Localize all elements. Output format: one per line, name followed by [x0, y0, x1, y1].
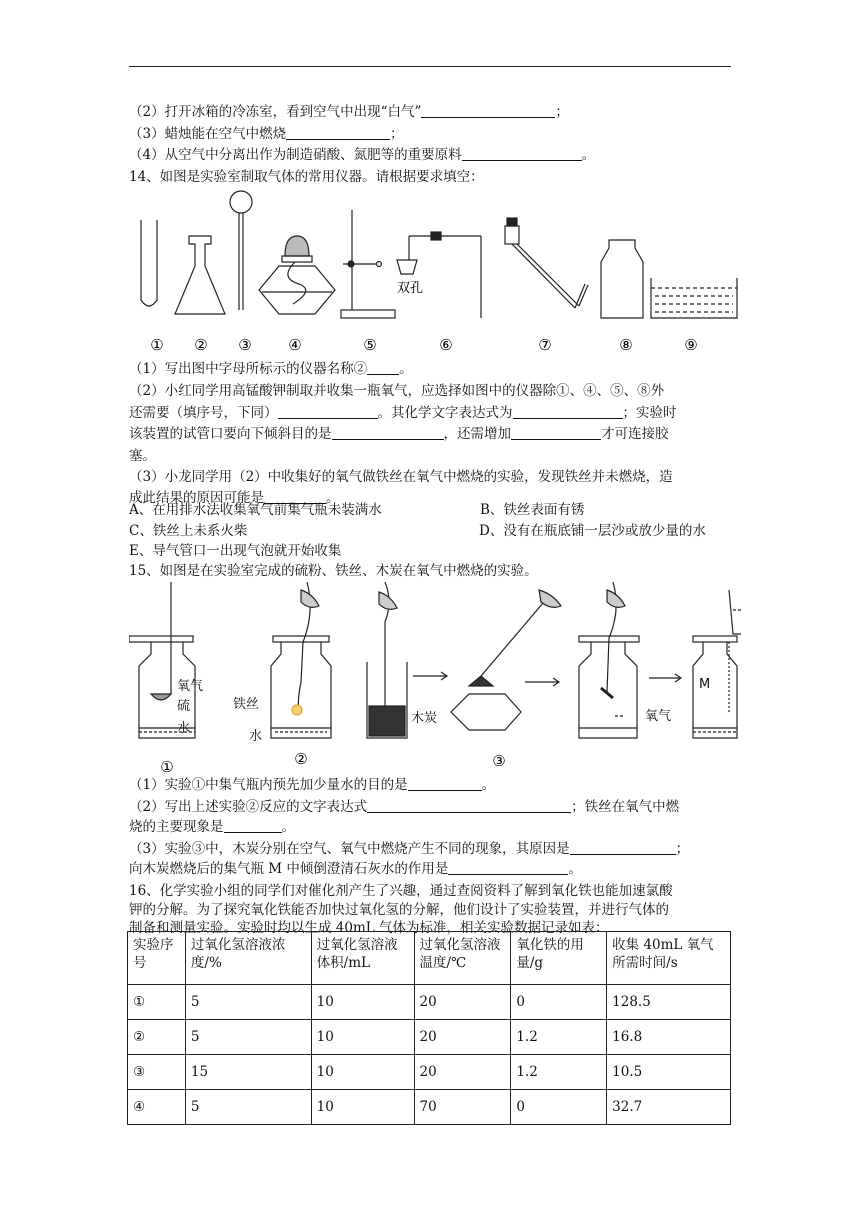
q14-part2-line1: （2）小红同学用高锰酸钾制取并收集一瓶氧气，应选择如图中的仪器除①、④、⑤、⑧外: [129, 383, 665, 399]
apparatus-label-5: ⑤: [363, 336, 377, 354]
answer-blank[interactable]: [278, 404, 378, 419]
table-row: [128, 1090, 731, 1125]
q16-line3: 制备和测量实验。实验时均以生成 40mL 气体为标准，相关实验数据记录如表：: [129, 920, 609, 936]
answer-blank[interactable]: [286, 125, 390, 140]
table-cell: ④: [128, 1090, 186, 1125]
header-cell: 收集 40mL 氧气所需时间/s: [607, 932, 731, 985]
beaker-icon: [729, 590, 741, 634]
q15-intro: 15、如图是在实验室完成的硫粉、铁丝、木炭在氧气中燃烧的实验。: [129, 563, 538, 579]
table-cell: 20: [414, 1020, 511, 1055]
q13-item-3: （3）蜡烛能在空气中燃烧 ；: [129, 126, 404, 142]
q15-part2-line1: （2）写出上述实验②反应的文字表达式 ；铁丝在氧气中燃: [129, 799, 680, 815]
experiment-label-3: ③: [492, 752, 506, 770]
bent-tube-icon: [505, 218, 588, 308]
option-a: A、在用排水法收集氧气前集气瓶未装满水: [129, 502, 382, 518]
apparatus-label-9: ⑨: [684, 336, 698, 354]
alcohol-lamp-icon: [259, 236, 335, 314]
q16-line1: 16、化学实验小组的同学们对催化剂产生了兴趣，通过查阅资料了解到氧化铁也能加速氯酸: [129, 883, 673, 899]
option-c: C、铁丝上未系火柴: [129, 523, 248, 539]
header-rule: [129, 66, 731, 67]
q14-part3-line1: （3）小龙同学用（2）中收集好的氧气做铁丝在氧气中燃烧的实验，发现铁丝并未燃烧，造: [129, 469, 673, 485]
q15-part3-line1: （3）实验③中，木炭分别在空气、氧气中燃烧产生不同的现象，其原因是 ；: [129, 841, 690, 857]
q14-part1: （1）写出图中字母所标示的仪器名称② 。: [129, 361, 413, 377]
table-cell: ②: [128, 1020, 186, 1055]
table-cell: 32.7: [607, 1090, 731, 1125]
apparatus-label-6: ⑥: [439, 336, 453, 354]
experiment-label-2: ②: [294, 750, 308, 768]
combustion-figure: [129, 582, 741, 774]
apparatus-label-4: ④: [288, 336, 302, 354]
experiment-table: [127, 931, 731, 1125]
option-e: E、导气管口一出现气泡就开始收集: [129, 543, 342, 559]
table-cell: 0: [511, 1090, 607, 1125]
table-cell: 128.5: [607, 985, 731, 1020]
apparatus-label-8: ⑧: [619, 336, 633, 354]
table-cell: 10: [311, 1055, 414, 1090]
table-header-row: [128, 932, 731, 985]
label-water-2: 水: [249, 729, 263, 744]
label-oxygen: 氧气: [177, 679, 204, 694]
answer-blank[interactable]: [421, 103, 555, 118]
answer-blank[interactable]: [367, 798, 571, 813]
header-cell: 氧化铁的用量/g: [511, 932, 607, 985]
q13-item-2: （2）打开冰箱的冷冻室，看到空气中出现“白气” ；: [129, 104, 569, 120]
label-m: M: [699, 677, 711, 692]
iron-stand-icon: [341, 210, 395, 318]
option-d: D、没有在瓶底铺一层沙或放少量的水: [479, 523, 706, 539]
table-cell: 5: [185, 1090, 311, 1125]
bottle-sulfur-icon: [129, 582, 195, 738]
water-trough-icon: [651, 278, 737, 318]
table-row: [128, 1020, 731, 1055]
bottle-iron-icon: [271, 582, 331, 738]
answer-blank[interactable]: [511, 425, 601, 440]
stopper-label: 双孔: [397, 281, 424, 296]
q14-part2-line3: 该装置的试管口要向下倾斜目的是 ，还需增加 才可连接胶: [129, 426, 669, 442]
table-row: [128, 985, 731, 1020]
label-charcoal: 木炭: [411, 711, 438, 726]
header-cell: 过氧化氢溶液浓度/%: [185, 932, 311, 985]
q14-part2-line4: 塞。: [129, 448, 156, 464]
table-cell: 0: [511, 985, 607, 1020]
table-cell: 20: [414, 985, 511, 1020]
answer-blank[interactable]: [367, 360, 399, 375]
apparatus-figure: [129, 188, 739, 360]
q14-intro: 14、如图是实验室制取气体的常用仪器。请根据要求填空：: [129, 169, 484, 185]
test-tube-icon: [141, 220, 157, 306]
table-cell: 10: [311, 1020, 414, 1055]
table-cell: 5: [185, 985, 311, 1020]
header-cell: 过氧化氢溶液体积/mL: [311, 932, 414, 985]
q16-line2: 钾的分解。为了探究氧化铁能否加快过氧化氢的分解，他们设计了实验装置，并进行气体的: [129, 902, 669, 918]
q15-part1: （1）实验①中集气瓶内预先加少量水的目的是 。: [129, 777, 496, 793]
answer-blank[interactable]: [332, 425, 444, 440]
q13-item-4: （4）从空气中分离出作为制造硝酸、氮肥等的重要原料 。: [129, 147, 596, 163]
table-cell: 15: [185, 1055, 311, 1090]
table-row: [128, 1055, 731, 1090]
q15-part2-line2: 烧的主要现象是 。: [129, 819, 295, 835]
answer-blank[interactable]: [570, 840, 676, 855]
apparatus-numbers: [150, 336, 697, 354]
label-iron: 铁丝: [233, 697, 260, 712]
table-cell: 10.5: [607, 1055, 731, 1090]
apparatus-label-3: ③: [238, 336, 252, 354]
bottle-charcoal-icon: [367, 582, 407, 738]
table-cell: 1.2: [511, 1020, 607, 1055]
label-sulfur: 硫: [177, 699, 191, 714]
table-cell: 10: [311, 1090, 414, 1125]
answer-blank[interactable]: [408, 776, 482, 791]
lamp-charcoal-icon: [451, 590, 561, 730]
answer-blank[interactable]: [462, 146, 582, 161]
q14-part3-line2: 成此结果的原因可能是 。: [129, 490, 340, 506]
conical-flask-icon: [175, 236, 225, 314]
funnel-icon: [230, 191, 252, 310]
q15-part3-line2: 向木炭燃烧后的集气瓶 M 中倾倒澄清石灰水的作用是 。: [129, 861, 582, 877]
table-cell: ①: [128, 985, 186, 1020]
label-water: 水: [177, 721, 191, 736]
header-cell: 过氧化氢溶液温度/℃: [414, 932, 511, 985]
table-cell: ③: [128, 1055, 186, 1090]
apparatus-label-7: ⑦: [538, 336, 552, 354]
table-cell: 70: [414, 1090, 511, 1125]
apparatus-label-2: ②: [194, 336, 208, 354]
header-cell: 实验序号: [128, 932, 186, 985]
table-cell: 5: [185, 1020, 311, 1055]
answer-blank[interactable]: [224, 818, 282, 833]
gas-bottle-icon: [601, 240, 643, 318]
stopper-tube-icon: [397, 232, 481, 318]
table-cell: 20: [414, 1055, 511, 1090]
q14-part2-line2: 还需要（填序号，下同） 。其化学文字表达式为 ；实验时: [129, 405, 677, 421]
table-cell: 16.8: [607, 1020, 731, 1055]
label-oxygen-2: 氧气: [645, 709, 672, 724]
table-cell: 10: [311, 985, 414, 1020]
option-b: B、铁丝表面有锈: [480, 502, 585, 518]
experiment-label-1: ①: [160, 758, 174, 774]
answer-blank[interactable]: [513, 404, 623, 419]
table-cell: 1.2: [511, 1055, 607, 1090]
answer-blank[interactable]: [448, 860, 568, 875]
apparatus-label-1: ①: [150, 336, 164, 354]
bottle-oxygen-icon: [579, 582, 639, 738]
